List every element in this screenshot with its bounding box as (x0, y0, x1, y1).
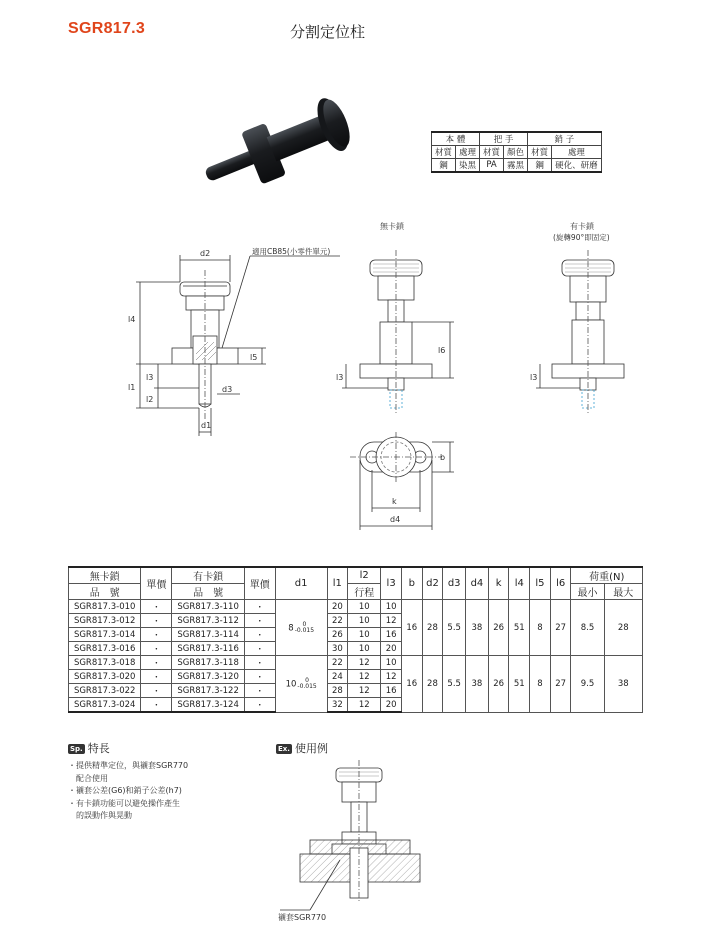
part-no-lock: SGR817.3-110 (172, 600, 244, 614)
ex-badge: Ex. (278, 745, 290, 753)
unit-price: ・ (141, 698, 172, 713)
dim-d4: d4 (390, 515, 401, 524)
unit-price: ・ (244, 670, 275, 684)
cell-load-max: 38 (604, 656, 642, 713)
cell-l1: 22 (327, 656, 348, 670)
cell-l2: 12 (348, 698, 381, 713)
cell-l2: 12 (348, 684, 381, 698)
cell-l6: 27 (550, 656, 571, 713)
th-load-max: 最大 (604, 584, 642, 600)
cell-l1: 32 (327, 698, 348, 713)
th-d3: d3 (443, 567, 466, 600)
unit-price: ・ (244, 698, 275, 713)
part-no-no-lock: SGR817.3-024 (69, 698, 141, 713)
dim-b: b (440, 453, 446, 462)
cell-l4: 51 (509, 600, 530, 656)
d1-value: 8 (288, 623, 294, 633)
label-lock-note: (旋轉90°即固定) (553, 233, 610, 242)
cell-d3: 5.5 (443, 656, 466, 713)
cell-l1: 22 (327, 614, 348, 628)
cell-l2: 10 (348, 600, 381, 614)
mat-sub: 處理 (552, 146, 602, 159)
cell-d1 (275, 656, 327, 713)
th-l2: l2 (348, 567, 381, 584)
mat-val: 霧黑 (504, 159, 528, 173)
cell-l2: 10 (348, 642, 381, 656)
cell-l5: 8 (530, 600, 551, 656)
unit-price: ・ (244, 600, 275, 614)
th-lock: 有卡鎖 (172, 567, 244, 584)
cell-b: 16 (401, 600, 422, 656)
unit-price: ・ (141, 628, 172, 642)
example-caption: 襯套SGR770 (278, 913, 327, 922)
side-view-no-lock (336, 250, 454, 415)
unit-price: ・ (141, 684, 172, 698)
cell-b: 16 (401, 656, 422, 713)
cell-l2: 12 (348, 656, 381, 670)
unit-price: ・ (244, 642, 275, 656)
cell-l5: 8 (530, 656, 551, 713)
side-view-lock (530, 250, 624, 415)
example-heading (276, 740, 328, 756)
example-title: 使用例 (294, 742, 328, 755)
mat-val: PA (480, 159, 504, 173)
th-price2: 單價 (244, 567, 275, 600)
cell-d4: 38 (466, 600, 489, 656)
cell-l3: 16 (381, 684, 402, 698)
dim-d3: d3 (222, 385, 233, 394)
tol-lower: -0.015 (297, 682, 317, 690)
unit-price: ・ (244, 684, 275, 698)
dim-d2: d2 (200, 249, 211, 258)
material-table (431, 131, 602, 173)
top-view (350, 432, 454, 530)
part-no-lock: SGR817.3-114 (172, 628, 244, 642)
part-no-lock: SGR817.3-118 (172, 656, 244, 670)
cell-l3: 12 (381, 670, 402, 684)
th-load: 荷重(N) (571, 567, 643, 584)
unit-price: ・ (141, 670, 172, 684)
cell-load-max: 28 (604, 600, 642, 656)
th-d4: d4 (466, 567, 489, 600)
unit-price: ・ (141, 614, 172, 628)
note-cb85: 適用CB85(小零件單元) (252, 247, 331, 256)
part-no-lock: SGR817.3-112 (172, 614, 244, 628)
unit-price: ・ (244, 628, 275, 642)
cell-l3: 20 (381, 698, 402, 713)
th-no-lock: 無卡鎖 (69, 567, 141, 584)
feature-line: 的誤動作與晃動 (68, 811, 132, 820)
part-no-lock: SGR817.3-116 (172, 642, 244, 656)
d1-value: 10 (285, 679, 297, 690)
tol-upper: 0 (305, 676, 309, 684)
th-part-no: 品 號 (69, 584, 141, 600)
mat-group-pin: 銷 子 (528, 132, 602, 146)
cell-l2: 12 (348, 670, 381, 684)
th-d2: d2 (422, 567, 443, 600)
product-code: SGR817.3 (68, 20, 146, 37)
dim-l4: l4 (128, 315, 136, 324)
dim-l3: l3 (146, 373, 154, 382)
page-title: 分割定位柱 (290, 23, 366, 41)
label-lock: 有卡鎖 (570, 222, 594, 231)
dim-k: k (392, 497, 397, 506)
unit-price: ・ (141, 642, 172, 656)
unit-price: ・ (244, 656, 275, 670)
cell-l3: 20 (381, 642, 402, 656)
mat-val: 硬化、研磨 (552, 159, 602, 173)
technical-drawing (0, 210, 712, 540)
unit-price: ・ (141, 600, 172, 614)
th-k: k (488, 567, 509, 600)
dim-l3-right: l3 (530, 373, 538, 382)
cell-l2: 10 (348, 628, 381, 642)
th-part-no-2: 品 號 (172, 584, 244, 600)
cell-l3: 10 (381, 656, 402, 670)
cell-l3: 12 (381, 614, 402, 628)
th-load-min: 最小 (571, 584, 604, 600)
label-no-lock: 無卡鎖 (380, 222, 404, 231)
cell-d2: 28 (422, 656, 443, 713)
usage-example-drawing (270, 760, 440, 930)
feature-line: ・襯套公差(G6)和銷子公差(h7) (68, 786, 182, 795)
cell-d2: 28 (422, 600, 443, 656)
th-price1: 單價 (141, 567, 172, 600)
mat-val: 鋼 (432, 159, 456, 173)
part-no-no-lock: SGR817.3-022 (69, 684, 141, 698)
mat-group-handle: 把 手 (480, 132, 528, 146)
table-row (69, 600, 643, 614)
cell-load-min: 9.5 (571, 656, 604, 713)
th-l4: l4 (509, 567, 530, 600)
part-no-lock: SGR817.3-120 (172, 670, 244, 684)
cell-l1: 20 (327, 600, 348, 614)
mat-group-body: 本 體 (432, 132, 480, 146)
th-d1: d1 (275, 567, 327, 600)
dim-l2: l2 (146, 395, 154, 404)
part-no-no-lock: SGR817.3-010 (69, 600, 141, 614)
feature-line: 配合使用 (68, 773, 108, 783)
th-l3: l3 (381, 567, 402, 600)
cell-load-min: 8.5 (571, 600, 604, 656)
unit-price: ・ (141, 656, 172, 670)
cell-l1: 26 (327, 628, 348, 642)
cell-d3: 5.5 (443, 600, 466, 656)
part-no-no-lock: SGR817.3-016 (69, 642, 141, 656)
th-l2-sub: 行程 (348, 584, 381, 600)
part-no-lock: SGR817.3-122 (172, 684, 244, 698)
table-row (69, 656, 643, 670)
mat-sub: 材質 (528, 146, 552, 159)
cell-l6: 27 (550, 600, 571, 656)
feature-line: ・提供精準定位，與襯套SGR770 (68, 761, 189, 770)
dim-l6: l6 (438, 346, 446, 355)
tol-upper: 0 (302, 620, 307, 628)
cell-k: 26 (488, 600, 509, 656)
cell-l3: 10 (381, 600, 402, 614)
cell-l1: 30 (327, 642, 348, 656)
mat-sub: 處理 (456, 146, 480, 159)
mat-val: 鋼 (528, 159, 552, 173)
th-l5: l5 (530, 567, 551, 600)
spec-table (68, 566, 643, 713)
th-l1: l1 (327, 567, 348, 600)
cell-d4: 38 (466, 656, 489, 713)
side-view-section (128, 246, 340, 436)
dim-l1: l1 (128, 383, 136, 392)
tol-lower: -0.015 (294, 626, 315, 634)
part-no-lock: SGR817.3-124 (172, 698, 244, 713)
features-title: 特長 (87, 742, 110, 755)
part-no-no-lock: SGR817.3-018 (69, 656, 141, 670)
cell-l1: 24 (327, 670, 348, 684)
d1-tolerance (295, 622, 314, 634)
cell-l2: 10 (348, 614, 381, 628)
part-no-no-lock: SGR817.3-012 (69, 614, 141, 628)
product-photo (196, 88, 366, 188)
cell-l4: 51 (509, 656, 530, 713)
dim-d1: d1 (201, 421, 212, 430)
unit-price: ・ (244, 614, 275, 628)
cell-d1 (275, 600, 327, 656)
th-b: b (401, 567, 422, 600)
features-heading (68, 740, 188, 756)
mat-val: 染黑 (456, 159, 480, 173)
dim-l5: l5 (250, 353, 258, 362)
cell-l1: 28 (327, 684, 348, 698)
d1-tolerance (297, 678, 316, 690)
dim-l3-mid: l3 (336, 373, 344, 382)
feature-line: ・有卡鎖功能可以避免操作產生 (68, 798, 180, 808)
mat-sub: 材質 (432, 146, 456, 159)
cell-k: 26 (488, 656, 509, 713)
mat-sub: 顏色 (504, 146, 528, 159)
part-no-no-lock: SGR817.3-020 (69, 670, 141, 684)
th-l6: l6 (550, 567, 571, 600)
part-no-no-lock: SGR817.3-014 (69, 628, 141, 642)
cell-l3: 16 (381, 628, 402, 642)
mat-sub: 材質 (480, 146, 504, 159)
sp-badge: Sp. (70, 745, 83, 753)
features-section (68, 740, 188, 823)
